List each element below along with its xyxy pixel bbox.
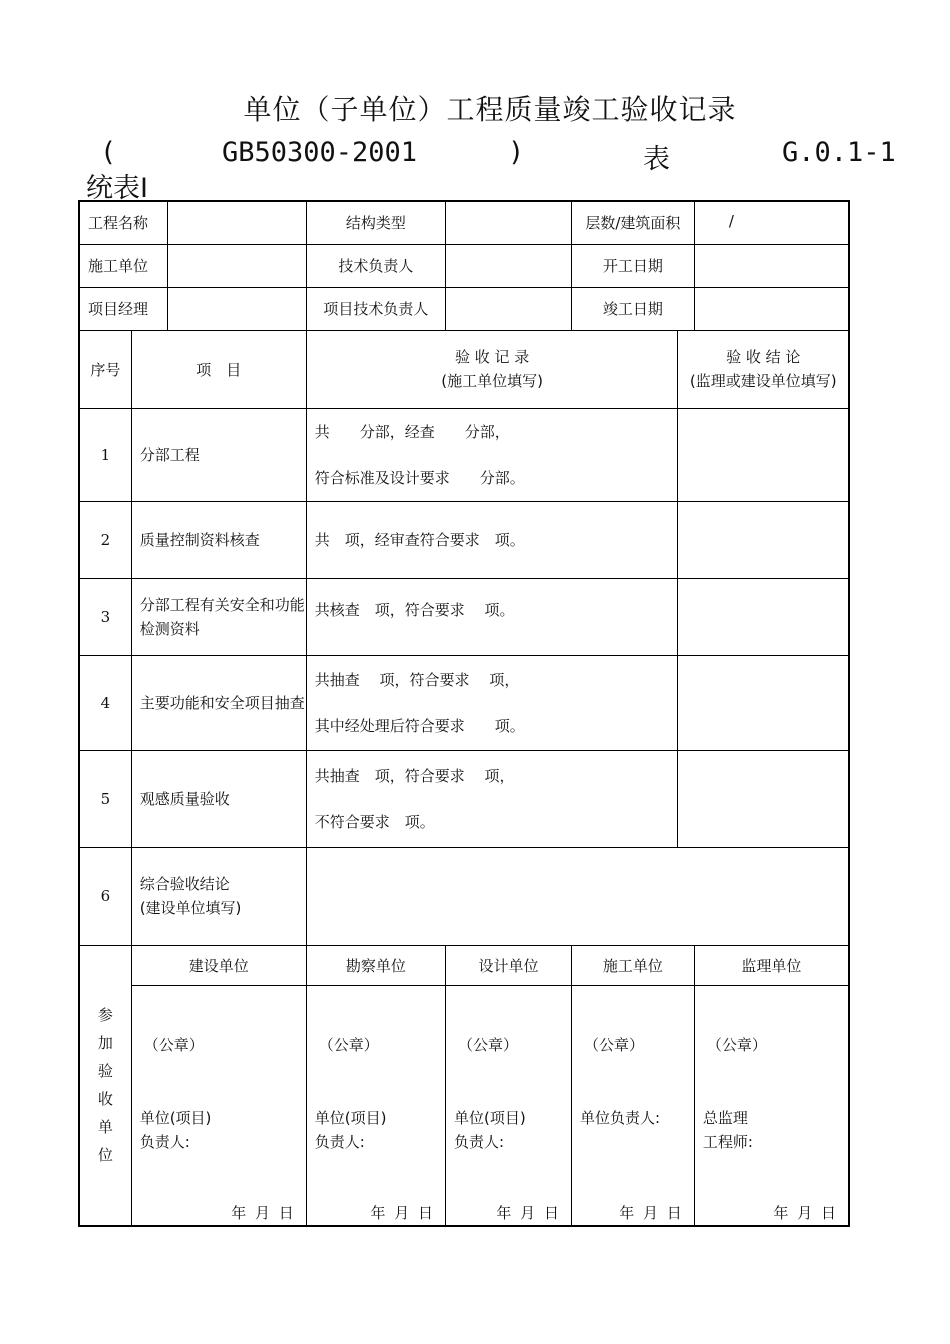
row-conclusion[interactable] bbox=[678, 501, 849, 578]
participants-signature-row bbox=[79, 985, 849, 1226]
project-tech-lead-field[interactable] bbox=[446, 287, 572, 330]
signature-cell-construction[interactable] bbox=[571, 985, 694, 1226]
conclusion-header-title: 验 收 结 论 bbox=[726, 348, 801, 366]
signature-label: 单位(项目) bbox=[139, 1108, 212, 1127]
row-item: 观感质量验收 bbox=[131, 750, 306, 847]
side-char: 加 bbox=[97, 1034, 113, 1052]
row-conclusion[interactable] bbox=[678, 578, 849, 655]
unit-header-construction: 施工单位 bbox=[571, 945, 694, 985]
table-row bbox=[79, 408, 849, 501]
side-char: 单 bbox=[97, 1118, 113, 1136]
record-header-sub: (施工单位填写) bbox=[441, 372, 543, 390]
table-row bbox=[79, 578, 849, 655]
project-name-field[interactable] bbox=[167, 201, 306, 244]
project-manager-field[interactable] bbox=[167, 287, 306, 330]
row-seq: 1 bbox=[79, 408, 131, 501]
row-seq: 6 bbox=[79, 847, 131, 945]
info-row-2 bbox=[79, 244, 849, 287]
subtitle-open-paren: ( bbox=[100, 137, 117, 168]
side-char: 位 bbox=[97, 1146, 113, 1164]
subtitle-table-word: 表 bbox=[643, 144, 670, 175]
seq-header: 序号 bbox=[79, 330, 131, 408]
record-line: 共抽查 项，符合要求 项， bbox=[314, 670, 520, 689]
participants-header-row bbox=[79, 945, 849, 985]
stamp-label: （公章） bbox=[458, 1035, 519, 1054]
signature-cell-survey[interactable] bbox=[306, 985, 445, 1226]
contractor-label: 施工单位 bbox=[79, 244, 167, 287]
signature-cell-owner[interactable] bbox=[131, 985, 306, 1226]
record-line: 共 项，经审查符合要求 项。 bbox=[314, 531, 525, 549]
table-row bbox=[79, 750, 849, 847]
start-date-label: 开工日期 bbox=[571, 244, 694, 287]
column-header-row bbox=[79, 330, 849, 408]
stamp-label: （公章） bbox=[706, 1035, 767, 1054]
tech-lead-field[interactable] bbox=[446, 244, 572, 287]
completion-date-field[interactable] bbox=[694, 287, 849, 330]
stamp-label: （公章） bbox=[583, 1035, 644, 1054]
record-line: 符合标准及设计要求 分部。 bbox=[314, 468, 525, 487]
signature-label: 总监理 bbox=[702, 1108, 748, 1127]
signature-cell-design[interactable] bbox=[446, 985, 572, 1226]
floors-area-field[interactable]: / bbox=[694, 201, 849, 244]
row-seq: 5 bbox=[79, 750, 131, 847]
info-row-3 bbox=[79, 287, 849, 330]
side-char: 收 bbox=[97, 1090, 113, 1108]
row-conclusion[interactable] bbox=[678, 655, 849, 750]
row-item-title: 综合验收结论 bbox=[139, 875, 230, 893]
date-label: 年 月 日 bbox=[496, 1203, 561, 1222]
subtitle-standard-code: GB50300-2001 bbox=[222, 137, 418, 168]
row-item bbox=[131, 847, 306, 945]
unit-header-owner: 建设单位 bbox=[131, 945, 306, 985]
date-label: 年 月 日 bbox=[619, 1203, 684, 1222]
table-row bbox=[79, 655, 849, 750]
unit-header-design: 设计单位 bbox=[446, 945, 572, 985]
participants-side-label bbox=[79, 945, 131, 1226]
page-title: 单位（子单位）工程质量竣工验收记录 bbox=[243, 93, 737, 126]
record-line: 共抽查 项，符合要求 项， bbox=[314, 766, 515, 785]
item-header: 项 目 bbox=[131, 330, 306, 408]
stamp-label: （公章） bbox=[318, 1035, 379, 1054]
date-label: 年 月 日 bbox=[370, 1203, 436, 1222]
signature-label: 负责人: bbox=[454, 1132, 505, 1151]
table-row bbox=[79, 501, 849, 578]
row-item: 主要功能和安全项目抽查 bbox=[131, 655, 306, 750]
row-seq: 2 bbox=[79, 501, 131, 578]
contractor-field[interactable] bbox=[167, 244, 306, 287]
project-manager-label: 项目经理 bbox=[79, 287, 167, 330]
floors-area-label: 层数/建筑面积 bbox=[571, 201, 694, 244]
row-item: 分部工程有关安全和功能检测资料 bbox=[131, 578, 306, 655]
stamp-label: （公章） bbox=[143, 1035, 204, 1054]
row-record[interactable] bbox=[306, 578, 678, 655]
info-row-1 bbox=[79, 201, 849, 244]
completion-date-label: 竣工日期 bbox=[571, 287, 694, 330]
row-item: 分部工程 bbox=[131, 408, 306, 501]
signature-label: 负责人: bbox=[139, 1132, 190, 1151]
row-record[interactable] bbox=[306, 750, 678, 847]
row-conclusion[interactable] bbox=[678, 750, 849, 847]
subtitle-table-number: G.0.1-1 bbox=[782, 137, 896, 168]
signature-label: 负责人: bbox=[314, 1132, 365, 1151]
row-seq: 3 bbox=[79, 578, 131, 655]
subtitle-close-paren: ) bbox=[508, 137, 525, 168]
subtitle-table-code: 统表Ⅰ bbox=[86, 173, 148, 204]
unit-header-supervision: 监理单位 bbox=[694, 945, 849, 985]
row-conclusion[interactable] bbox=[678, 408, 849, 501]
structure-type-label: 结构类型 bbox=[306, 201, 445, 244]
structure-type-field[interactable] bbox=[446, 201, 572, 244]
row-seq: 4 bbox=[79, 655, 131, 750]
row-record[interactable] bbox=[306, 655, 678, 750]
record-header bbox=[306, 330, 678, 408]
signature-label: 工程师: bbox=[702, 1132, 753, 1151]
record-line: 共 分部，经查 分部， bbox=[314, 422, 510, 441]
signature-label: 单位负责人: bbox=[579, 1108, 661, 1127]
overall-conclusion-field[interactable] bbox=[306, 847, 849, 945]
row-record[interactable] bbox=[306, 408, 678, 501]
signature-label: 单位(项目) bbox=[454, 1108, 526, 1127]
side-char: 验 bbox=[97, 1062, 113, 1080]
record-line: 其中经处理后符合要求 项。 bbox=[314, 716, 525, 735]
signature-label: 单位(项目) bbox=[314, 1108, 387, 1127]
date-label: 年 月 日 bbox=[773, 1203, 838, 1222]
date-label: 年 月 日 bbox=[231, 1203, 296, 1222]
start-date-field[interactable] bbox=[694, 244, 849, 287]
signature-cell-supervision[interactable] bbox=[694, 985, 849, 1226]
acceptance-form-table bbox=[78, 200, 850, 1227]
tech-lead-label: 技术负责人 bbox=[306, 244, 445, 287]
project-name-label: 工程名称 bbox=[79, 201, 167, 244]
conclusion-header bbox=[678, 330, 849, 408]
table-row bbox=[79, 847, 849, 945]
conclusion-header-sub: (监理或建设单位填写) bbox=[689, 372, 837, 390]
record-line: 共核查 项，符合要求 项。 bbox=[314, 600, 515, 619]
project-tech-lead-label: 项目技术负责人 bbox=[306, 287, 445, 330]
side-char: 参 bbox=[97, 1006, 113, 1024]
row-item-sub: (建设单位填写) bbox=[139, 899, 242, 917]
unit-header-survey: 勘察单位 bbox=[306, 945, 445, 985]
record-header-title: 验 收 记 录 bbox=[454, 348, 530, 366]
row-record[interactable] bbox=[306, 501, 678, 578]
record-line: 不符合要求 项。 bbox=[314, 812, 435, 831]
row-item: 质量控制资料核查 bbox=[131, 501, 306, 578]
